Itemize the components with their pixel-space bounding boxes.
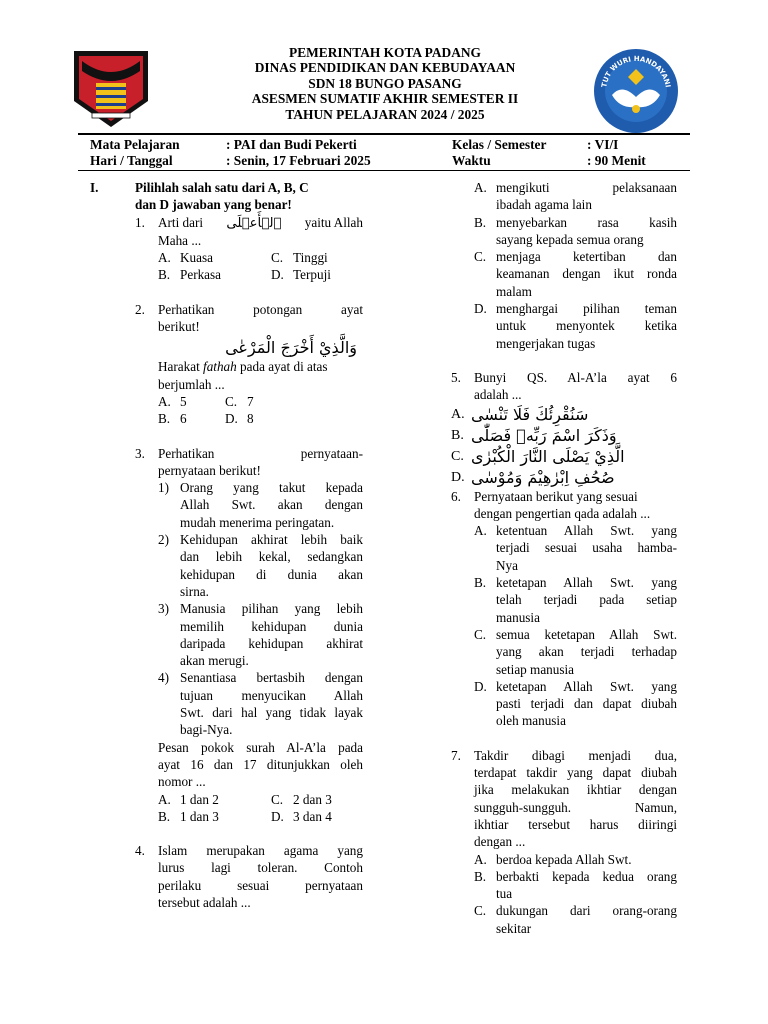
question-text: potongan <box>253 301 303 317</box>
question-text: Pesan pokok surah Al-A’la pada <box>158 739 363 755</box>
arabic-verse: وَالَّذِيْ أَخْرَجَ الْمَرْعٰى <box>225 338 357 358</box>
italic-term: fathah <box>203 359 237 375</box>
question-text: Takdir dibagi menjadi dua, <box>474 747 677 763</box>
option-text[interactable]: 7 <box>247 393 254 409</box>
instruction-line-2: dan D jawaban yang benar! <box>135 197 292 213</box>
option-letter[interactable]: D. <box>271 267 284 283</box>
question-4-options <box>451 179 677 352</box>
option-text[interactable]: Tinggi <box>293 250 328 266</box>
option-a[interactable]: A. ketentuan Allah Swt. yang terjadi sesuai usaha hamba- Nya <box>474 523 677 573</box>
option-text[interactable]: 3 dan 4 <box>293 808 332 824</box>
option-text[interactable]: Terpuji <box>293 267 331 283</box>
info-values-left <box>226 137 371 168</box>
question-5-options <box>451 404 677 488</box>
option-d[interactable]: D. ketetapan Allah Swt. yang pasti terjadi dan dapat diubah oleh manusia <box>474 678 677 729</box>
question-text: Pernyataan berikut yang sesuai <box>474 488 638 504</box>
option-letter[interactable]: D. <box>474 301 487 317</box>
option-letter[interactable]: D. <box>271 808 284 824</box>
info-labels-right <box>452 137 546 168</box>
option-text[interactable]: 5 <box>180 393 187 409</box>
question-number: 7. <box>451 747 461 763</box>
logo-motto: TUT WURI HANDAYANI <box>600 54 672 89</box>
question-text: dengan pengertian qada adalah ... <box>474 505 651 521</box>
option-letter[interactable]: C. <box>474 626 487 642</box>
section-instruction <box>135 179 363 214</box>
question-text: ikhtiar tersebut harus diiringi <box>474 816 677 832</box>
option-row <box>158 266 363 283</box>
class-label: Kelas / Semester <box>452 137 547 152</box>
option-a[interactable]: A. berdoa kepada Allah Swt. <box>474 851 632 867</box>
info-values-right <box>587 137 646 168</box>
option-letter[interactable]: C. <box>271 791 284 807</box>
time-value: : 90 Menit <box>587 152 646 168</box>
statement-number: 2) <box>158 532 169 548</box>
option-text[interactable]: Perkasa <box>180 267 222 283</box>
option-letter[interactable]: C. <box>271 250 284 266</box>
option-letter[interactable]: B. <box>474 868 487 884</box>
left-column <box>135 179 363 911</box>
question-text: nomor ... <box>158 774 206 790</box>
day-label: Hari / Tanggal <box>90 152 173 168</box>
padang-city-logo <box>72 49 150 129</box>
question-text: berjumlah ... <box>158 376 225 392</box>
question-text: Perhatikan <box>158 445 215 461</box>
option-letter[interactable]: B. <box>158 808 171 824</box>
question-2 <box>135 301 363 428</box>
option-text[interactable]: 1 dan 3 <box>180 808 219 824</box>
arabic-option[interactable]: الَّذِيْ يَصْلَى النَّارَ الْكُبْرٰى <box>471 446 625 466</box>
option-text[interactable]: 6 <box>180 411 187 427</box>
statement-2: 2) Kehidupan akhirat lebih baik dan lebih kekal, sedangkan kehidupan di dunia akan sirna. <box>158 532 363 599</box>
header-rule <box>78 133 690 135</box>
option-c[interactable]: C. dukungan dari orang-orang sekitar <box>474 903 677 936</box>
header-government: PEMERINTAH KOTA PADANG <box>289 45 481 60</box>
option-letter[interactable]: B. <box>451 427 464 443</box>
option-c[interactable]: C. menjaga ketertiban dan keamanan dengan ikut ronda malam <box>474 249 677 299</box>
question-number: 5. <box>451 369 461 385</box>
option-a[interactable] <box>451 404 677 425</box>
info-labels-left <box>90 137 180 168</box>
time-label: Waktu <box>452 152 491 168</box>
statement-3: 3) Manusia pilihan yang lebih memilih kehidupan dunia daripada kehidupan akhirat akan merugi. <box>158 601 363 669</box>
option-text[interactable]: Kuasa <box>180 250 213 266</box>
header-academic-year: TAHUN PELAJARAN 2024 / 2025 <box>285 106 485 122</box>
question-text: yaitu Allah <box>304 214 363 230</box>
option-c[interactable]: C. semua ketetapan Allah Swt. yang akan terjadi terhadap setiap manusia <box>474 626 677 677</box>
arabic-word: ٱلۡأَعۡلَى <box>226 215 282 231</box>
option-letter[interactable]: A. <box>474 180 487 195</box>
info-rule <box>78 170 690 171</box>
question-text: pernyataan- <box>300 445 363 461</box>
question-7 <box>451 747 677 937</box>
question-number: 1. <box>135 214 145 230</box>
subject-label: Mata Pelajaran <box>90 137 180 152</box>
document-header <box>160 45 610 122</box>
option-b[interactable] <box>451 425 677 446</box>
question-text: perilaku sesuai pernyataan <box>158 877 363 893</box>
subject-value: : PAI dan Budi Pekerti <box>226 137 357 152</box>
option-letter[interactable]: A. <box>158 393 171 409</box>
question-text: berikut! <box>158 319 200 335</box>
option-row <box>158 249 363 266</box>
statement-number: 1) <box>158 480 169 496</box>
option-text[interactable]: 1 dan 2 <box>180 791 219 807</box>
question-number: 6. <box>451 488 461 504</box>
option-letter[interactable]: A. <box>158 250 171 266</box>
option-b[interactable]: B. ketetapan Allah Swt. yang telah terjadi pada setiap manusia <box>474 575 677 625</box>
class-value: : VI/I <box>587 137 619 152</box>
question-number: 4. <box>135 843 145 859</box>
option-letter[interactable]: B. <box>474 214 487 230</box>
option-letter[interactable]: C. <box>451 448 464 464</box>
option-letter[interactable]: A. <box>158 791 171 807</box>
question-text: ayat <box>341 301 363 317</box>
statement-1: 1) Orang yang takut kepada Allah Swt. akan dengan mudah menerima peringatan. <box>158 480 363 530</box>
option-d[interactable]: D. menghargai pilihan teman untuk menyontek ketika mengerjakan tugas <box>474 301 677 351</box>
question-text: Bunyi QS. Al-A’la ayat 6 <box>474 369 677 385</box>
arabic-option[interactable]: صُحُفِ اِبْرٰهِيْمَ وَمُوْسٰى <box>471 467 615 487</box>
option-letter[interactable]: C. <box>474 249 487 265</box>
instruction-line-1: Pilihlah salah satu dari A, B, C <box>135 180 309 195</box>
question-number: 2. <box>135 301 145 317</box>
statement-number: 3) <box>158 601 169 617</box>
statement-number: 4) <box>158 670 169 686</box>
option-letter[interactable]: C. <box>225 393 238 409</box>
option-letter[interactable]: D. <box>451 469 465 485</box>
option-text[interactable]: 8 <box>247 411 254 427</box>
option-letter[interactable]: A. <box>451 406 465 422</box>
question-text: Islam merupakan agama yang <box>158 843 363 859</box>
day-value: : Senin, 17 Februari 2025 <box>226 152 371 168</box>
right-column <box>451 179 677 937</box>
question-text: lurus lagi toleran. Contoh <box>158 860 363 876</box>
option-letter[interactable]: D. <box>474 678 487 694</box>
section-numeral: I. <box>90 180 99 195</box>
question-text: jika melakukan ikhtiar dengan <box>474 782 677 798</box>
question-text: Perhatikan <box>158 301 215 317</box>
question-6 <box>451 488 677 730</box>
option-letter[interactable]: A. <box>474 523 487 539</box>
option-b[interactable]: B. menyebarkan rasa kasih sayang kepada semua orang <box>474 214 677 247</box>
option-letter[interactable]: A. <box>474 851 487 867</box>
option-c[interactable] <box>451 446 677 467</box>
option-row <box>158 410 363 427</box>
option-letter[interactable]: B. <box>158 411 171 427</box>
question-text: Arti dari <box>158 214 204 230</box>
header-department: DINAS PENDIDIKAN DAN KEBUDAYAAN <box>254 60 516 76</box>
question-text: sungguh-sungguh. Namun, <box>474 799 677 815</box>
question-text: pernyataan berikut! <box>158 462 261 478</box>
option-row <box>158 791 363 808</box>
question-4 <box>135 842 363 911</box>
question-1 <box>135 214 363 284</box>
question-text: dengan ... <box>474 834 526 850</box>
question-text: terdapat takdir yang dapat diubah <box>474 765 677 781</box>
arabic-option[interactable]: سَنُقْرِئُكَ فَلَا تَنْسٰى <box>471 404 589 424</box>
question-5 <box>451 369 677 404</box>
question-number: 3. <box>135 445 145 461</box>
option-text[interactable]: 2 dan 3 <box>293 791 332 807</box>
statement-4: 4) Senantiasa bertasbih dengan tujuan menyucikan Allah Swt. dari hal yang tidak layak bagi-Nya. <box>158 670 363 738</box>
option-letter[interactable]: B. <box>474 575 487 591</box>
question-3 <box>135 445 363 826</box>
question-text: ayat 16 dan 17 ditunjukkan oleh <box>158 756 363 772</box>
question-text: tersebut adalah ... <box>158 894 251 910</box>
arabic-option[interactable]: وَذَكَرَ اسْمَ رَبِّهٖ فَصَلّٰى <box>471 425 617 445</box>
option-letter[interactable]: B. <box>158 267 171 283</box>
question-text: Harakat fathah pada ayat di atas <box>158 359 328 375</box>
question-text: Maha ... <box>158 232 202 248</box>
question-text: adalah ... <box>474 387 522 403</box>
header-exam-title: ASESMEN SUMATIF AKHIR SEMESTER II <box>251 91 519 107</box>
header-school: SDN 18 BUNGO PASANG <box>308 75 462 91</box>
option-d[interactable] <box>451 467 677 488</box>
option-row <box>158 808 363 825</box>
option-letter[interactable]: C. <box>474 903 487 919</box>
option-a[interactable]: A. mengikuti pelaksanaan ibadah agama lain <box>474 180 677 213</box>
option-b[interactable]: B. berbakti kepada kedua orang tua <box>474 868 677 902</box>
option-letter[interactable]: D. <box>225 411 238 427</box>
option-row <box>158 393 363 410</box>
